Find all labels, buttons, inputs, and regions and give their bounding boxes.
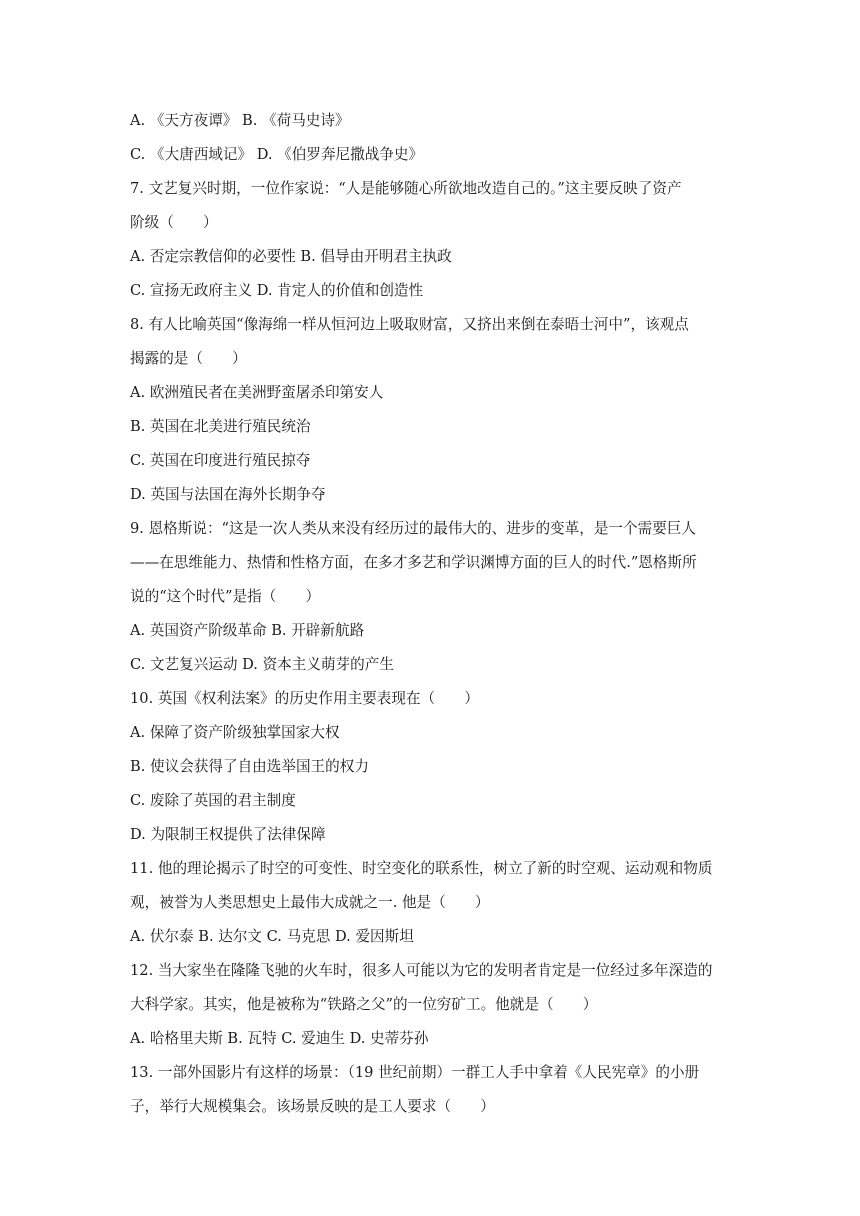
question-7-options: A. 否定宗教信仰的必要性 B. 倡导由开明君主执政 — [130, 248, 452, 265]
question-12-stem: 12. 当大家坐在隆隆飞驰的火车时，很多人可能以为它的发明者肯定是一位经过多年深造的 — [130, 962, 713, 979]
question-10-stem: 10. 英国《权利法案》的历史作用主要表现在（ ） — [130, 690, 479, 707]
question-13-stem: 13. 一部外国影片有这样的场景：（19 世纪前期）一群工人手中拿着《人民宪章》的小册 — [130, 1064, 700, 1081]
option-line: C. 《大唐西域记》 D. 《伯罗奔尼撒战争史》 — [130, 146, 424, 163]
question-8-option-a: A. 欧洲殖民者在美洲野蛮屠杀印第安人 — [130, 384, 384, 401]
question-9-stem: 9. 恩格斯说：“这是一次人类从来没有经历过的最伟大的、进步的变革，是一个需要巨人 — [130, 520, 696, 537]
question-13-stem-cont: 子，举行大规模集会。该场景反映的是工人要求（ ） — [130, 1098, 495, 1115]
question-9-options: C. 文艺复兴运动 D. 资本主义萌芽的产生 — [130, 656, 394, 673]
document-body — [130, 109, 740, 1129]
question-10-option-c: C. 废除了英国的君主制度 — [130, 792, 296, 809]
question-11-stem: 11. 他的理论揭示了时空的可变性、时空变化的联系性，树立了新的时空观、运动观和物质 — [130, 860, 713, 877]
question-9-stem-cont: 说的“这个时代”是指（ ） — [130, 588, 321, 605]
question-8-option-b: B. 英国在北美进行殖民统治 — [130, 418, 311, 435]
question-7-stem-cont: 阶级（ ） — [130, 214, 218, 231]
question-11-options: A. 伏尔泰 B. 达尔文 C. 马克思 D. 爱因斯坦 — [130, 928, 414, 945]
question-8-stem: 8. 有人比喻英国“像海绵一样从恒河边上吸取财富，又挤出来倒在泰晤士河中”，该观点 — [130, 316, 689, 333]
question-12-options: A. 哈格里夫斯 B. 瓦特 C. 爱迪生 D. 史蒂芬孙 — [130, 1030, 429, 1047]
question-7-stem: 7. 文艺复兴时期，一位作家说：“人是能够随心所欲地改造自己的。”这主要反映了资产 — [130, 180, 682, 197]
question-8-option-d: D. 英国与法国在海外长期争夺 — [130, 486, 326, 503]
question-10-option-b: B. 使议会获得了自由选举国王的权力 — [130, 758, 369, 775]
question-10-option-d: D. 为限制王权提供了法律保障 — [130, 826, 326, 843]
question-8-stem-cont: 揭露的是（ ） — [130, 350, 247, 367]
question-8-option-c: C. 英国在印度进行殖民掠夺 — [130, 452, 311, 469]
question-9-stem-cont: ——在思维能力、热情和性格方面，在多才多艺和学识渊博方面的巨人的时代.”恩格斯所 — [130, 554, 697, 571]
question-9-options: A. 英国资产阶级革命 B. 开辟新航路 — [130, 622, 365, 639]
question-11-stem-cont: 观，被誉为人类思想史上最伟大成就之一. 他是（ ） — [130, 894, 490, 911]
question-10-option-a: A. 保障了资产阶级独掌国家大权 — [130, 724, 340, 741]
option-line: A. 《天方夜谭》 B. 《荷马史诗》 — [130, 112, 350, 129]
question-12-stem-cont: 大科学家。其实，他是被称为“铁路之父”的一位穷矿工。他就是（ ） — [130, 996, 598, 1013]
question-7-options: C. 宣扬无政府主义 D. 肯定人的价值和创造性 — [130, 282, 424, 299]
